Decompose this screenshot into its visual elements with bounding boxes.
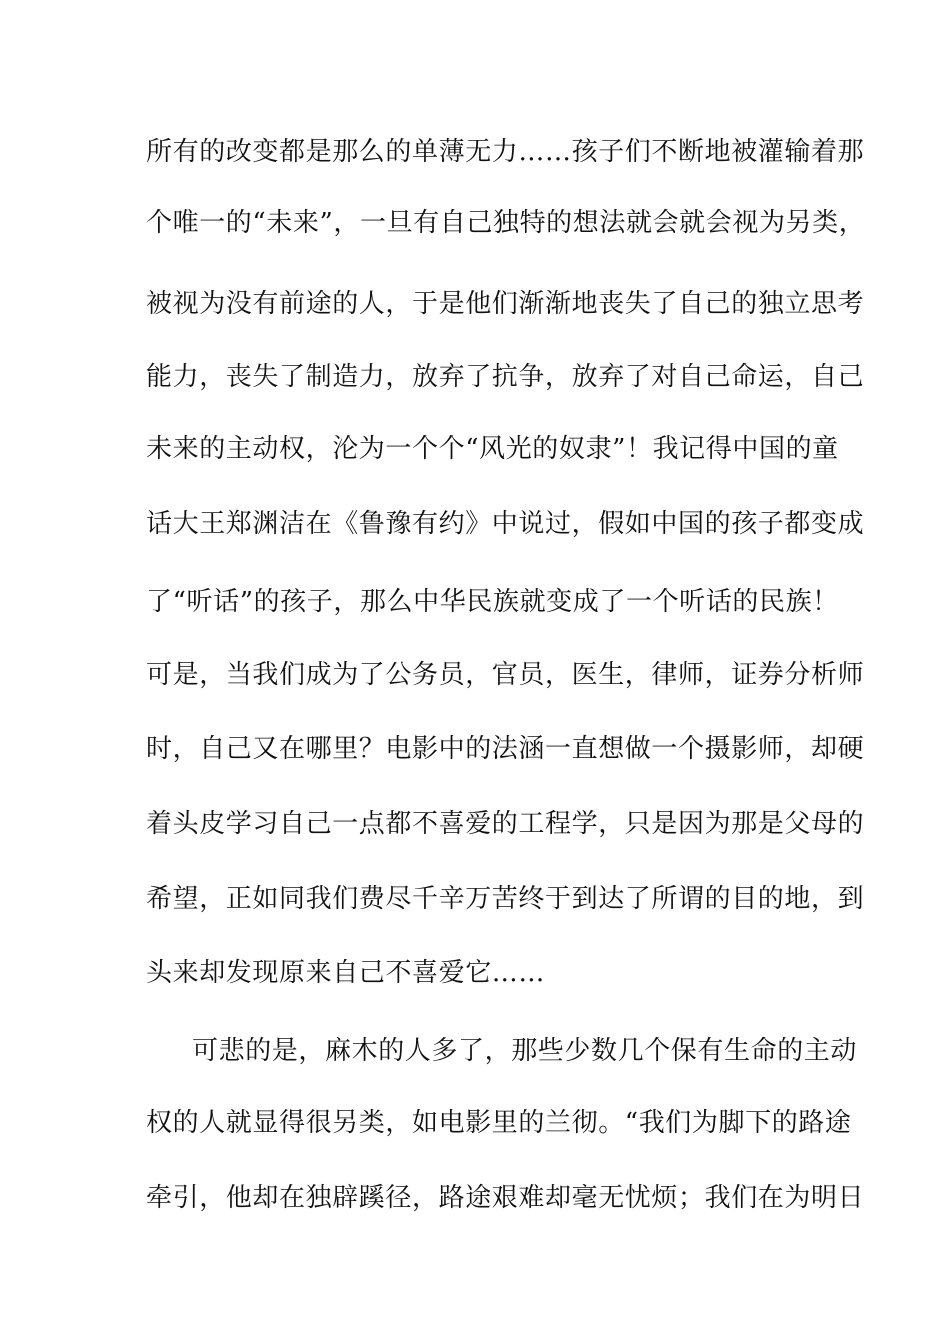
text-line: 能力，丧失了制造力，放弃了抗争，放弃了对自己命运，自己 <box>146 362 865 392</box>
text-line: 着头皮学习自己一点都不喜爱的工程学，只是因为那是父母的 <box>146 809 865 839</box>
text-line: 未来的主动权，沦为一个个“风光的奴隶”！我记得中国的童 <box>146 434 839 464</box>
text-line: 个唯一的“未来”，一旦有自己独特的想法就会就会视为另类， <box>146 208 866 238</box>
text-line: 话大王郑渊洁在《鲁豫有约》中说过，假如中国的孩子都变成 <box>146 509 865 539</box>
paragraph-first-line: 可悲的是，麻木的人多了，那些少数几个保有生命的主动 <box>192 1036 858 1066</box>
text-line: 时，自己又在哪里？电影中的法涵一直想做一个摄影师，却硬 <box>146 734 865 764</box>
text-line: 希望，正如同我们费尽千辛万苦终于到达了所谓的目的地，到 <box>146 884 865 914</box>
text-line: 被视为没有前途的人，于是他们渐渐地丧失了自己的独立思考 <box>146 289 865 319</box>
text-line: 了“听话”的孩子，那么中华民族就变成了一个听话的民族！ <box>146 587 839 617</box>
text-line: 可是，当我们成为了公务员，官员，医生，律师，证券分析师 <box>146 660 865 690</box>
text-line: 权的人就显得很另类，如电影里的兰彻。“我们为脚下的路途 <box>146 1108 852 1138</box>
text-line: 所有的改变都是那么的单薄无力……孩子们不断地被灌输着那 <box>146 137 865 167</box>
text-line: 牵引，他却在独辟蹊径，路途艰难却毫无忧烦；我们在为明日 <box>146 1183 865 1213</box>
text-line: 头来却发现原来自己不喜爱它…… <box>146 958 546 988</box>
